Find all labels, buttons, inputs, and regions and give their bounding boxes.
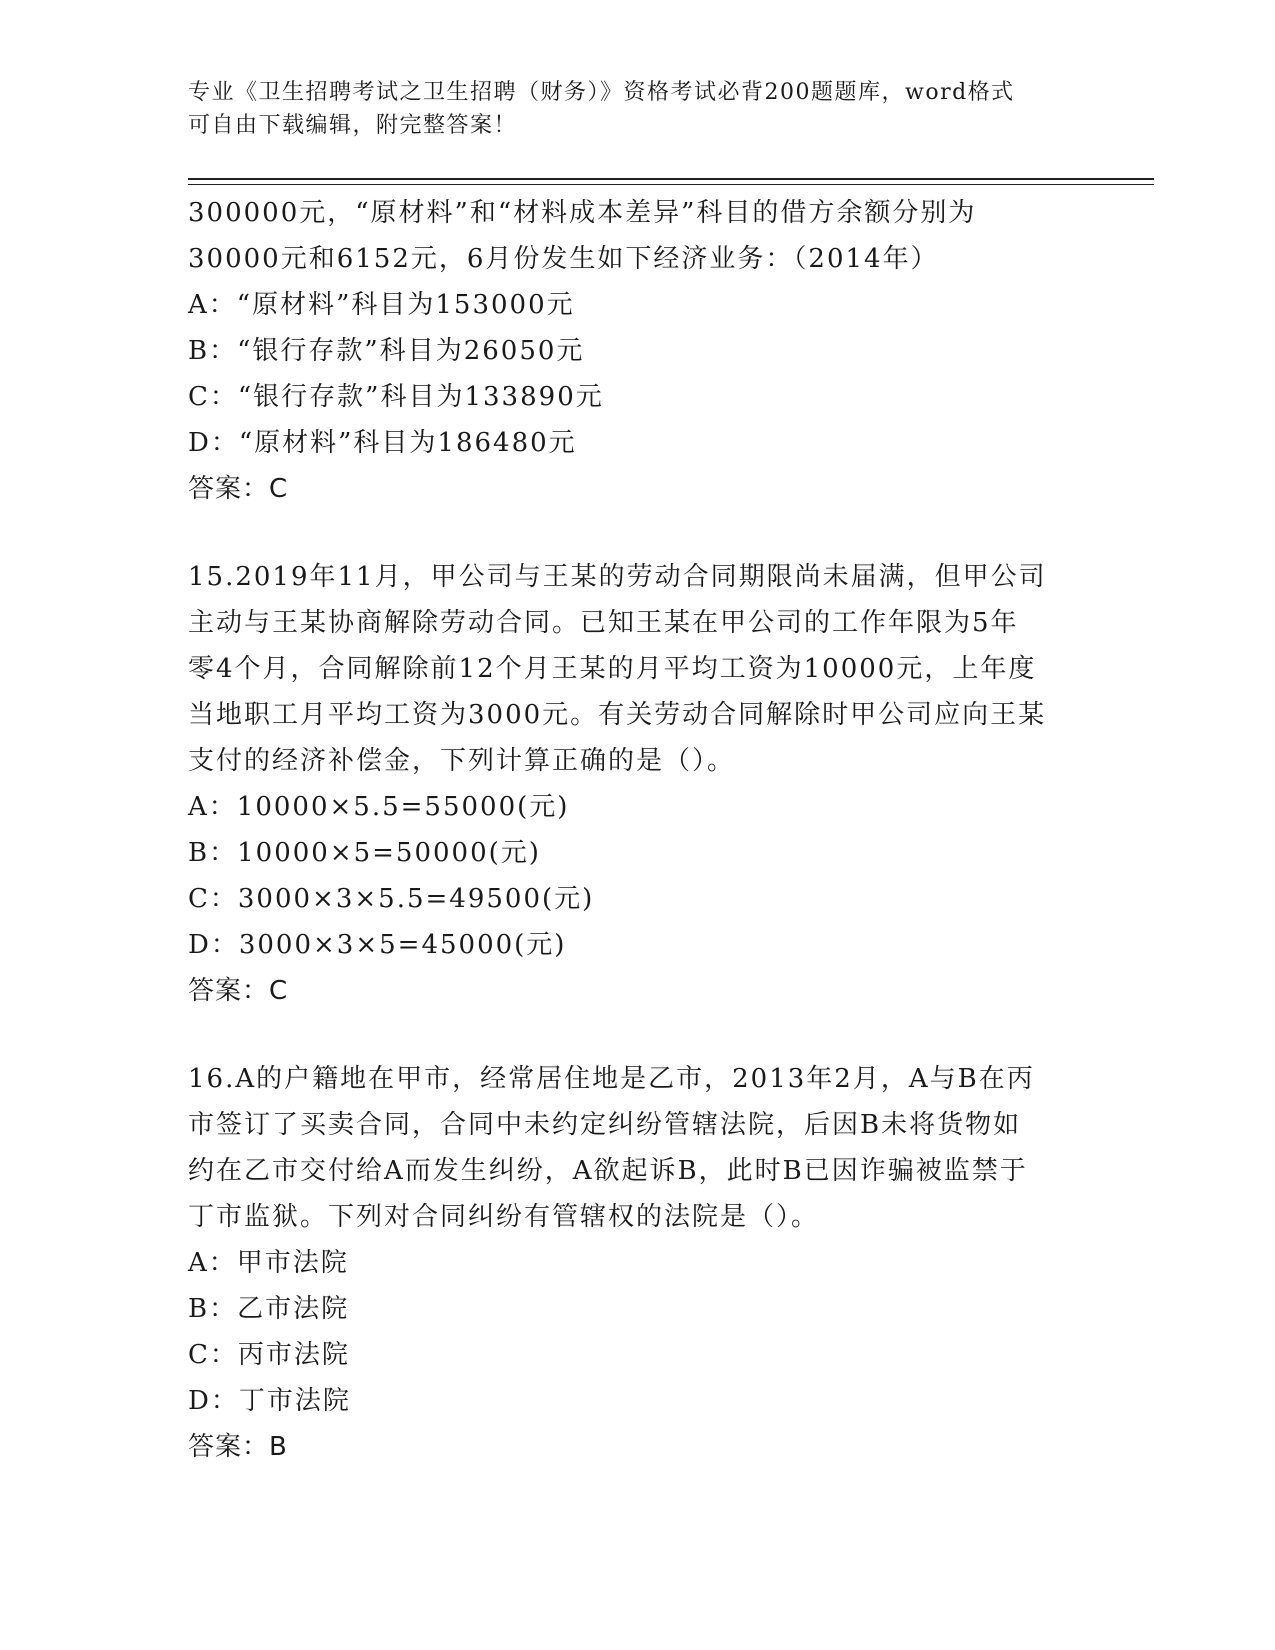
option-c: C：3000×3×5.5=49500(元) (188, 884, 595, 914)
header-divider-thick (188, 178, 1154, 180)
header-title-line-2: 可自由下载编辑，附完整答案！ (188, 113, 518, 138)
answer-line: 答案：C (188, 976, 289, 1006)
option-a: A：“原材料”科目为153000元 (188, 290, 575, 320)
question-stem-line: 30000元和6152元，6月份发生如下经济业务：（2014年） (188, 244, 939, 274)
question-stem-line: 约在乙市交付给A而发生纠纷，A欲起诉B，此时B已因诈骗被监禁于 (188, 1156, 1028, 1186)
header-title-line-1: 专业《卫生招聘考试之卫生招聘（财务）》资格考试必背200题题库，word格式 (188, 80, 1015, 105)
question-list (188, 190, 1088, 1470)
question-stem-line: 支付的经济补偿金，下列计算正确的是（）。 (188, 746, 736, 776)
document-header (188, 76, 1088, 142)
option-c: C：丙市法院 (188, 1340, 350, 1370)
question-14 (188, 190, 1088, 512)
question-15 (188, 554, 1088, 1014)
option-c: C：“银行存款”科目为133890元 (188, 382, 604, 412)
question-stem-line: 主动与王某协商解除劳动合同。已知王某在甲公司的工作年限为5年 (188, 608, 1019, 638)
question-spacer (188, 512, 1088, 554)
option-a: A：10000×5.5=55000(元) (188, 792, 570, 822)
option-a: A：甲市法院 (188, 1248, 349, 1278)
option-d: D：3000×3×5=45000(元) (188, 930, 567, 960)
answer-line: 答案：B (188, 1432, 288, 1462)
option-b: B：乙市法院 (188, 1294, 350, 1324)
option-b: B：“银行存款”科目为26050元 (188, 336, 585, 366)
question-stem-line: 零4个月，合同解除前12个月王某的月平均工资为10000元，上年度 (188, 654, 1037, 684)
question-stem-line: 300000元，“原材料”和“材料成本差异”科目的借方余额分别为 (188, 198, 977, 228)
question-stem-line: 丁市监狱。下列对合同纠纷有管辖权的法院是（）。 (188, 1202, 820, 1232)
option-d: D：丁市法院 (188, 1386, 351, 1416)
question-stem-line: 当地职工月平均工资为3000元。有关劳动合同解除时甲公司应向王某 (188, 700, 1047, 730)
question-spacer (188, 1014, 1088, 1056)
option-b: B：10000×5=50000(元) (188, 838, 541, 868)
answer-line: 答案：C (188, 474, 289, 504)
question-stem-line: 16.A的户籍地在甲市，经常居住地是乙市，2013年2月，A与B在丙 (188, 1064, 1035, 1094)
question-stem-line: 15.2019年11月，甲公司与王某的劳动合同期限尚未届满，但甲公司 (188, 562, 1047, 592)
option-d: D：“原材料”科目为186480元 (188, 428, 577, 458)
question-16 (188, 1056, 1088, 1470)
question-stem-line: 市签订了买卖合同，合同中未约定纠纷管辖法院，后因B未将货物如 (188, 1110, 1022, 1140)
header-divider-thin (188, 184, 1154, 185)
